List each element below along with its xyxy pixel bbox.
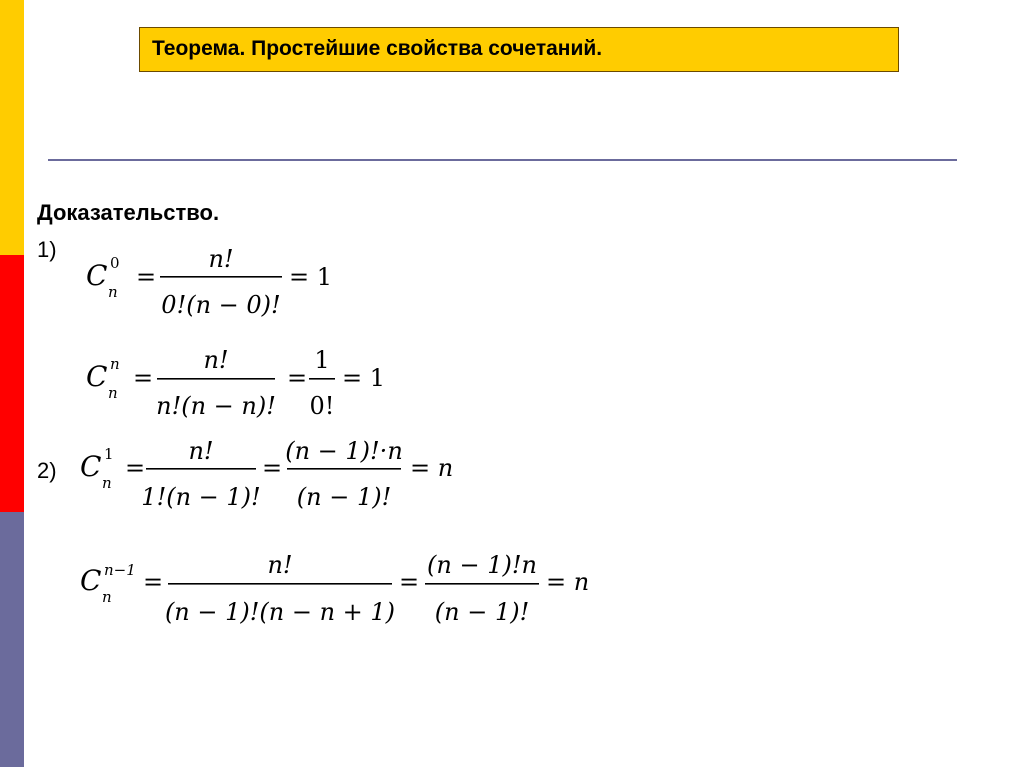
formula-2 — [86, 346, 385, 420]
f4-numerator-2: (n − 1)!n — [427, 551, 537, 579]
f2-lhs-sup: n — [110, 355, 120, 373]
formula-4 — [80, 551, 589, 626]
f3-lhs-sup: 1 — [104, 445, 114, 463]
f2-numerator-2: 1 — [314, 346, 330, 374]
f4-denominator-2: (n − 1)! — [434, 598, 530, 626]
f3-lhs-sub: n — [102, 474, 112, 492]
f4-lhs-sup: n−1 — [104, 561, 136, 579]
item-number-1: 1) — [37, 237, 57, 262]
f3-numerator-2: (n − 1)!·n — [285, 437, 403, 465]
f4-lhs-base: C — [80, 564, 102, 597]
f4-numerator: n! — [267, 551, 293, 579]
f1-denominator: 0!(n − 0)! — [161, 291, 281, 319]
proof-heading: Доказательство. — [37, 200, 220, 225]
f2-eq: = — [133, 364, 154, 392]
f4-result: = n — [546, 568, 590, 596]
f3-result: = n — [410, 454, 454, 482]
f4-denominator: (n − 1)!(n − n + 1) — [164, 598, 396, 626]
f2-denominator: n!(n − n)! — [156, 392, 276, 420]
f3-eq: = — [125, 454, 146, 482]
f4-fraction-bar — [168, 583, 392, 585]
f1-fraction-bar — [160, 276, 282, 278]
formula-1 — [86, 245, 332, 319]
f3-denominator-2: (n − 1)! — [296, 483, 392, 511]
f2-result: = 1 — [342, 364, 386, 392]
slide-title: Теорема. Простейшие свойства сочетаний. — [152, 37, 603, 60]
f1-numerator: n! — [208, 245, 234, 273]
formula-3 — [80, 437, 453, 511]
f2-denominator-2: 0! — [309, 392, 335, 420]
f1-lhs-sub: n — [108, 283, 118, 301]
f2-fraction-bar — [157, 378, 275, 380]
f2-mid-eq: = — [287, 364, 308, 392]
f4-eq: = — [143, 568, 164, 596]
f4-lhs-sub: n — [102, 588, 112, 606]
f2-lhs-base: C — [86, 360, 108, 393]
f2-numerator: n! — [203, 346, 229, 374]
f1-lhs-base: C — [86, 259, 108, 292]
f2-fraction-bar-2 — [309, 378, 335, 380]
f3-denominator: 1!(n − 1)! — [141, 483, 261, 511]
f1-result: = 1 — [289, 263, 333, 291]
f1-lhs-sup: 0 — [110, 254, 120, 272]
f1-eq: = — [136, 263, 157, 291]
f3-fraction-bar — [146, 468, 256, 470]
f3-mid-eq: = — [262, 454, 283, 482]
f4-fraction-bar-2 — [425, 583, 539, 585]
f4-mid-eq: = — [399, 568, 420, 596]
f2-lhs-sub: n — [108, 384, 118, 402]
item-number-2: 2) — [37, 458, 57, 483]
f3-numerator: n! — [188, 437, 214, 465]
f3-lhs-base: C — [80, 450, 102, 483]
f3-fraction-bar-2 — [287, 468, 401, 470]
